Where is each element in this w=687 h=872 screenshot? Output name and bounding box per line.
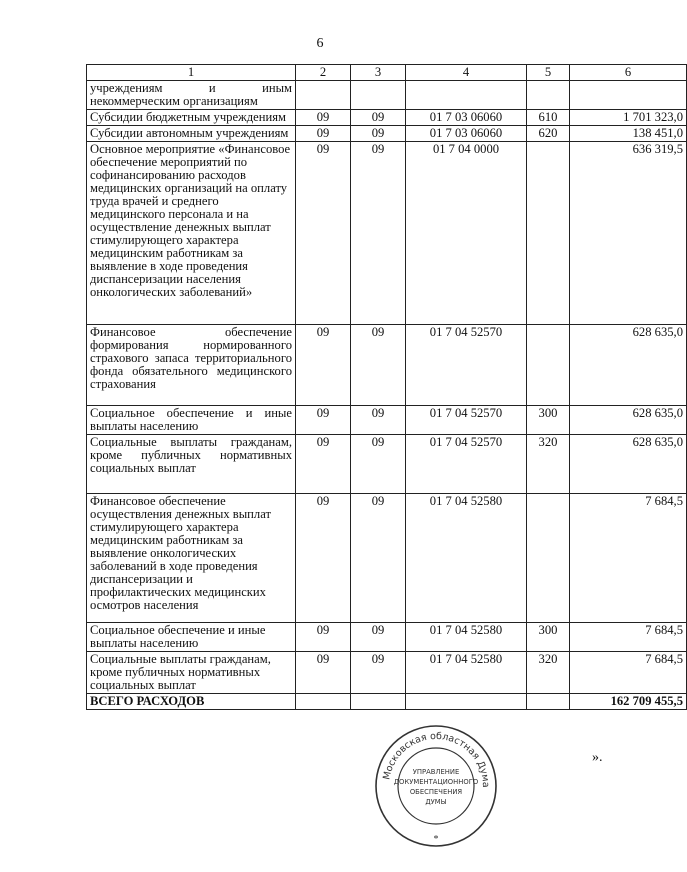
row-amount	[570, 81, 687, 110]
row-section: 09	[296, 406, 351, 435]
row-expense-type	[527, 494, 570, 623]
row-name: Социальные выплаты гражданам, кроме публичных нормативных социальных выплат	[87, 652, 296, 694]
stamp-ring-text: Московская областная Дума	[381, 730, 492, 788]
row-expense-type	[527, 325, 570, 406]
row-amount: 628 635,0	[570, 325, 687, 406]
row-section: 09	[296, 142, 351, 325]
row-amount: 636 319,5	[570, 142, 687, 325]
row-amount: 1 701 323,0	[570, 110, 687, 126]
table-row	[87, 406, 687, 435]
row-subsection: 09	[351, 142, 406, 325]
table-row	[87, 81, 687, 110]
row-subsection: 09	[351, 110, 406, 126]
row-target-code: 01 7 04 52580	[406, 623, 527, 652]
row-amount: 628 635,0	[570, 406, 687, 435]
stamp-inner-ring	[398, 748, 474, 824]
row-expense-type: 610	[527, 110, 570, 126]
row-target-code: 01 7 04 0000	[406, 142, 527, 325]
row-amount: 138 451,0	[570, 126, 687, 142]
row-name: Основное мероприятие «Финансовое обеспечение мероприятий по софинансированию расходов медицинских организаций на оплату труда врачей и среднего медицинского персонала и на осуществление денежных выплат стимулирующего характера медицинским работникам за выявление в ходе проведения диспансеризации населения онкологических заболеваний»	[87, 142, 296, 325]
row-subsection: 09	[351, 325, 406, 406]
col-header-2: 2	[296, 65, 351, 81]
row-amount: 7 684,5	[570, 623, 687, 652]
row-name: Субсидии бюджетным учреждениям	[87, 110, 296, 126]
row-target-code: 01 7 04 52570	[406, 435, 527, 494]
row-section: 09	[296, 126, 351, 142]
table-row	[87, 325, 687, 406]
row-name: Социальное обеспечение и иные выплаты населению	[87, 406, 296, 435]
total-label: ВСЕГО РАСХОДОВ	[87, 694, 296, 710]
row-name: Финансовое обеспечение осуществления денежных выплат стимулирующего характера медицинским работникам за выявление онкологических заболеваний в ходе проведения диспансеризации и профилактических медицинских осмотров населения	[87, 494, 296, 623]
row-target-code: 01 7 04 52580	[406, 494, 527, 623]
row-expense-type: 320	[527, 435, 570, 494]
row-amount: 7 684,5	[570, 652, 687, 694]
row-amount: 7 684,5	[570, 494, 687, 623]
row-name: Социальные выплаты гражданам, кроме публичных нормативных социальных выплат	[87, 435, 296, 494]
table-row	[87, 652, 687, 694]
row-expense-type: 320	[527, 652, 570, 694]
total-empty-cell	[351, 694, 406, 710]
table-row	[87, 110, 687, 126]
row-target-code: 01 7 04 52570	[406, 325, 527, 406]
row-amount: 628 635,0	[570, 435, 687, 494]
row-name: Финансовое обеспечение формирования нормированного страхового запаса территориального фонда обязательного медицинского страхования	[87, 325, 296, 406]
total-empty-cell	[406, 694, 527, 710]
stamp-center-line: ДУМЫ	[425, 798, 447, 806]
row-section: 09	[296, 494, 351, 623]
row-subsection: 09	[351, 406, 406, 435]
total-empty-cell	[527, 694, 570, 710]
table-row	[87, 623, 687, 652]
row-expense-type	[527, 81, 570, 110]
row-target-code: 01 7 03 06060	[406, 126, 527, 142]
row-section: 09	[296, 435, 351, 494]
row-subsection	[351, 81, 406, 110]
row-expense-type: 300	[527, 623, 570, 652]
col-header-6: 6	[570, 65, 687, 81]
col-header-5: 5	[527, 65, 570, 81]
row-expense-type: 300	[527, 406, 570, 435]
row-target-code: 01 7 04 52580	[406, 652, 527, 694]
table-row	[87, 126, 687, 142]
stamp-outer-ring	[376, 726, 496, 846]
row-target-code: 01 7 04 52570	[406, 406, 527, 435]
total-empty-cell	[296, 694, 351, 710]
table-header-row	[87, 65, 687, 81]
table-row	[87, 142, 687, 325]
row-expense-type: 620	[527, 126, 570, 142]
closing-quote-mark: ».	[592, 750, 603, 765]
row-section: 09	[296, 110, 351, 126]
total-amount: 162 709 455,5	[570, 694, 687, 710]
row-target-code: 01 7 03 06060	[406, 110, 527, 126]
row-subsection: 09	[351, 494, 406, 623]
col-header-4: 4	[406, 65, 527, 81]
row-subsection: 09	[351, 623, 406, 652]
row-subsection: 09	[351, 652, 406, 694]
row-section: 09	[296, 652, 351, 694]
table-row	[87, 494, 687, 623]
row-name: учреждениям и иным некоммерческим организациям	[87, 81, 296, 110]
table-row	[87, 435, 687, 494]
row-section	[296, 81, 351, 110]
total-row	[87, 694, 687, 710]
expenses-table	[86, 64, 687, 710]
row-expense-type	[527, 142, 570, 325]
row-target-code	[406, 81, 527, 110]
row-subsection: 09	[351, 435, 406, 494]
stamp-center-line: УПРАВЛЕНИЕ	[412, 768, 460, 776]
col-header-3: 3	[351, 65, 406, 81]
row-section: 09	[296, 623, 351, 652]
stamp-star-icon: *	[433, 834, 439, 845]
col-header-1: 1	[87, 65, 296, 81]
stamp-center-text	[394, 768, 478, 806]
official-stamp	[372, 722, 500, 850]
row-section: 09	[296, 325, 351, 406]
row-subsection: 09	[351, 126, 406, 142]
row-name: Социальное обеспечение и иные выплаты населению	[87, 623, 296, 652]
row-name: Субсидии автономным учреждениям	[87, 126, 296, 142]
stamp-center-line: ДОКУМЕНТАЦИОННОГО	[393, 778, 479, 786]
stamp-center-line: ОБЕСПЕЧЕНИЯ	[409, 788, 463, 796]
page-number: 6	[316, 36, 324, 51]
